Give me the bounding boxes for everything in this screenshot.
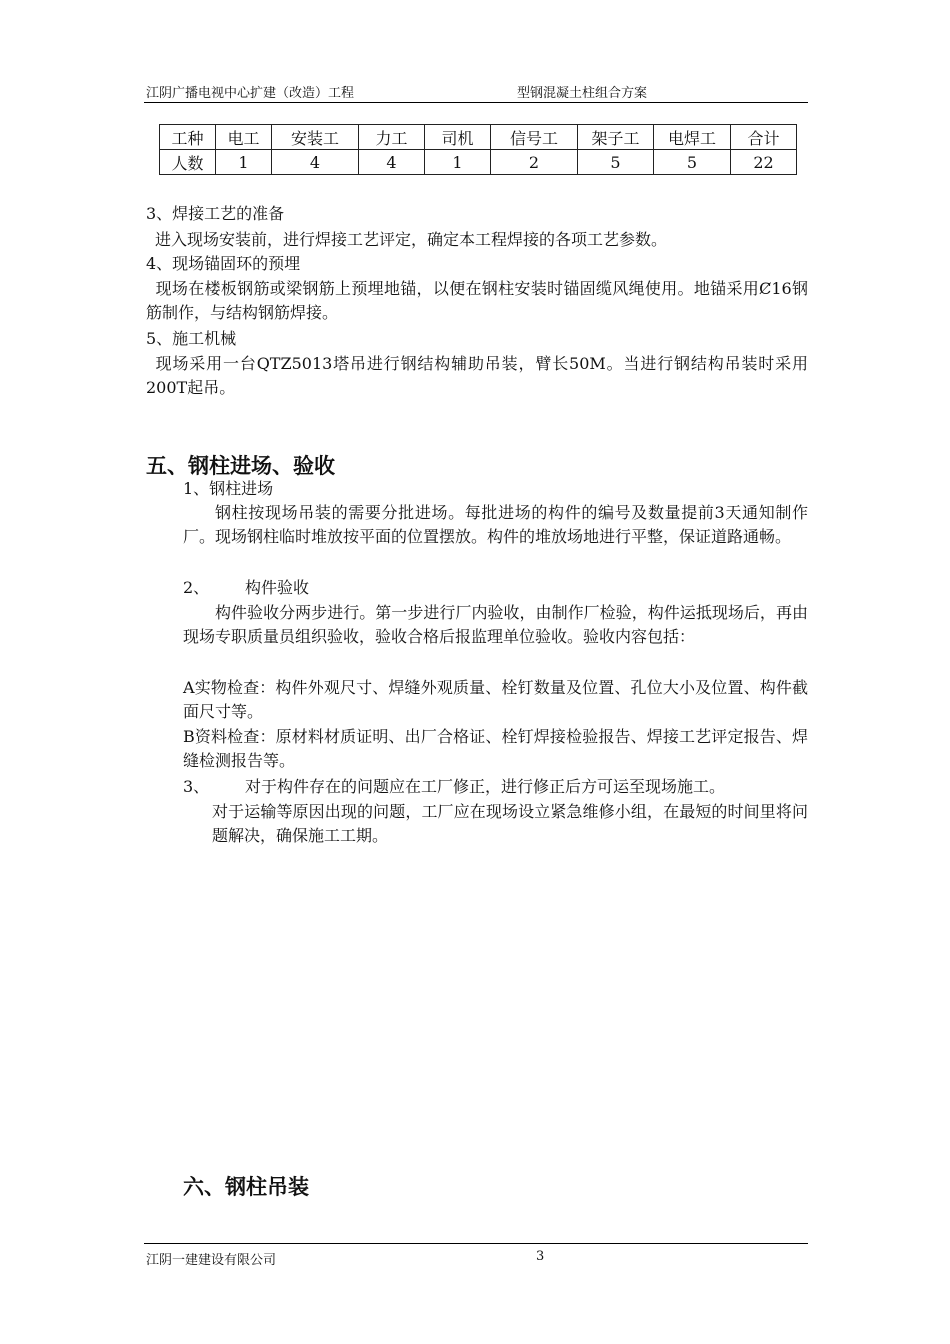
table-cell: 2	[491, 150, 578, 175]
prep-item-3-body: 进入现场安装前，进行焊接工艺评定，确定本工程焊接的各项工艺参数。	[155, 230, 668, 249]
table-header-cell: 安装工	[272, 125, 359, 150]
table-cell: 5	[578, 150, 654, 175]
table-header-cell: 力工	[359, 125, 425, 150]
section-5-item-1-title: 1、钢柱进场	[183, 479, 274, 498]
section-5-item-2-b: B资料检查：原材料材质证明、出厂合格证、栓钉焊接检验报告、焊接工艺评定报告、焊缝检测报告等。	[183, 727, 808, 770]
table-header-cell: 合计	[731, 125, 797, 150]
table-header-cell: 信号工	[491, 125, 578, 150]
table-cell: 22	[731, 150, 797, 175]
section-5-item-2-number: 2、	[183, 578, 210, 597]
page-number: 3	[536, 1249, 545, 1264]
table-header-cell: 架子工	[578, 125, 654, 150]
header-doc-title: 型钢混凝土柱组合方案	[517, 86, 648, 101]
table-cell: 5	[654, 150, 731, 175]
section-5-item-1-body: 钢柱按现场吊装的需要分批进场。每批进场的构件的编号及数量提前3天通知制作厂。现场钢柱临时堆放按平面的位置摆放。构件的堆放场地进行平整，保证道路通畅。	[183, 503, 808, 546]
section-5-item-2-a: A实物检查：构件外观尺寸、焊缝外观质量、栓钉数量及位置、孔位大小及位置、构件截面尺寸等。	[183, 678, 808, 721]
section-5-item-2-title: 构件验收	[245, 578, 310, 597]
table-cell: 4	[359, 150, 425, 175]
section-5-item-3-number: 3、	[183, 777, 210, 796]
section-6-title: 六、钢柱吊装	[183, 1175, 309, 1199]
crew-table	[159, 124, 797, 175]
table-header-cell: 工种	[160, 125, 216, 150]
header-rule	[144, 102, 808, 103]
section-5-item-2-body: 构件验收分两步进行。第一步进行厂内验收，由制作厂检验，构件运抵现场后，再由现场专职质量员组织验收，验收合格后报监理单位验收。验收内容包括：	[183, 603, 808, 646]
table-cell: 1	[216, 150, 272, 175]
table-header-cell: 电工	[216, 125, 272, 150]
prep-item-4-title: 4、现场锚固环的预埋	[146, 254, 301, 273]
table-cell: 4	[272, 150, 359, 175]
table-cell: 1	[425, 150, 491, 175]
footer-rule	[144, 1243, 808, 1244]
table-header-cell: 司机	[425, 125, 491, 150]
table-row	[160, 150, 797, 175]
prep-item-3-title: 3、焊接工艺的准备	[146, 204, 285, 223]
table-cell: 人数	[160, 150, 216, 175]
prep-item-4-body: 现场在楼板钢筋或梁钢筋上预埋地锚，以便在钢柱安装时锚固缆风绳使用。地锚采用Ȼ16钢筋制作，与结构钢筋焊接。	[146, 279, 808, 322]
section-5-item-3-body: 对于运输等原因出现的问题，工厂应在现场设立紧急维修小组，在最短的时间里将问题解决，确保施工工期。	[212, 802, 808, 845]
footer-company: 江阴一建建设有限公司	[146, 1253, 277, 1268]
table-header-cell: 电焊工	[654, 125, 731, 150]
header-project-title: 江阴广播电视中心扩建（改造）工程	[146, 86, 355, 101]
section-5-item-3-line1: 对于构件存在的问题应在工厂修正，进行修正后方可运至现场施工。	[245, 777, 726, 796]
table-row	[160, 125, 797, 150]
prep-item-5-body: 现场采用一台QTZ5013塔吊进行钢结构辅助吊装，臂长50M。当进行钢结构吊装时采用200T起吊。	[146, 354, 808, 397]
section-5-title: 五、钢柱进场、验收	[146, 454, 335, 478]
prep-item-5-title: 5、施工机械	[146, 329, 237, 348]
